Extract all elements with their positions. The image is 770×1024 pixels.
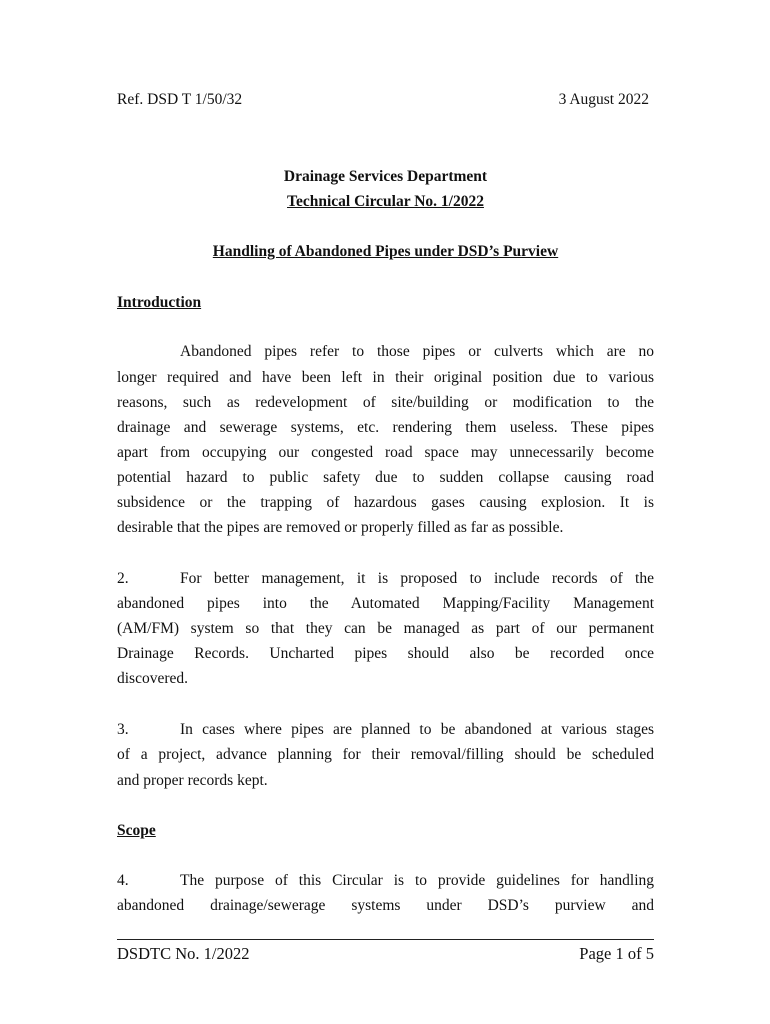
- paragraph-line: drainage and sewerage systems, etc. rendering them useless. These pipes: [117, 419, 654, 436]
- circular-title: Technical Circular No. 1/2022: [287, 193, 484, 210]
- paragraph-line: (AM/FM) system so that they can be managed as part of our permanent: [117, 620, 654, 637]
- paragraph-line: Drainage Records. Uncharted pipes should also be recorded once: [117, 645, 654, 662]
- paragraph-line: subsidence or the trapping of hazardous gases causing explosion. It is: [117, 494, 654, 511]
- document-date: 3 August 2022: [558, 91, 649, 108]
- paragraph-line: 4. The purpose of this Circular is to provide guidelines for handling: [117, 872, 654, 889]
- paragraph-line: desirable that the pipes are removed or properly filled as far as possible.: [117, 519, 564, 536]
- paragraph-line: 3. In cases where pipes are planned to be abandoned at various stages: [117, 721, 654, 738]
- paragraph-line: abandoned pipes into the Automated Mapping/Facility Management: [117, 595, 654, 612]
- paragraph-line: discovered.: [117, 670, 189, 687]
- footer-document-id: DSDTC No. 1/2022: [117, 944, 250, 963]
- paragraph-line: abandoned drainage/sewerage systems under DSD’s purview and: [117, 897, 654, 914]
- subject-title: Handling of Abandoned Pipes under DSD’s Purview: [212, 243, 559, 260]
- paragraph-number: 4.: [117, 872, 129, 889]
- paragraph-line: of a project, advance planning for their removal/filling should be scheduled: [117, 746, 654, 763]
- department-title: Drainage Services Department: [283, 168, 488, 185]
- paragraph-line: apart from occupying our congested road space may unnecessarily become: [117, 444, 654, 461]
- scope-heading: Scope: [117, 822, 156, 839]
- paragraph-line: longer required and have been left in their original position due to various: [117, 369, 654, 386]
- reference-number: Ref. DSD T 1/50/32: [117, 91, 243, 108]
- paragraph-line: and proper records kept.: [117, 772, 268, 789]
- paragraph-line: potential hazard to public safety due to sudden collapse causing road: [117, 469, 654, 486]
- paragraph-line: 2. For better management, it is proposed to include records of the: [117, 570, 654, 587]
- paragraph-number: 2.: [117, 570, 129, 587]
- paragraph-line: Abandoned pipes refer to those pipes or culverts which are no: [180, 343, 654, 360]
- introduction-heading: Introduction: [117, 294, 202, 311]
- footer-page-number: Page 1 of 5: [579, 944, 654, 963]
- paragraph-line: reasons, such as redevelopment of site/building or modification to the: [117, 394, 654, 411]
- paragraph-number: 3.: [117, 721, 129, 738]
- footer-divider: [117, 939, 654, 940]
